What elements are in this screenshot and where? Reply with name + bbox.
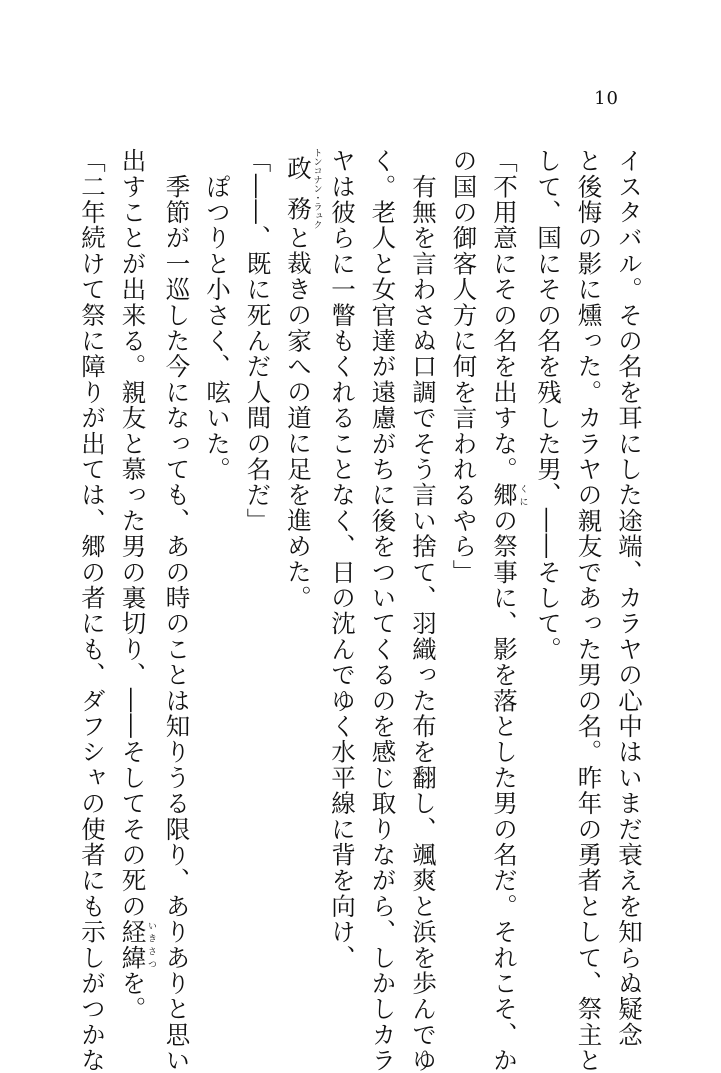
ruby-kuni [490, 482, 528, 508]
ruby-seimu [284, 148, 322, 229]
ruby-kuni-reading: くに [517, 482, 528, 508]
ruby-seimu-base: 政務 [284, 148, 313, 229]
text-line-4-after: の祭事に、影を落とした男の名だ。それこそ、か [490, 507, 519, 1073]
text-line-11: ぽつりと小さく、呟いた。 [203, 148, 232, 483]
text-line-7: く。老人と女官達が遠慮がちに後をついてくるのを感じ取りながら、しかしカラ [368, 148, 398, 1073]
text-line-9 [278, 148, 322, 938]
body-text [72, 148, 650, 1073]
ruby-kuni-base: 郷 [490, 482, 519, 508]
text-line-6: 有無を言わさぬ口調でそう言い捨て、羽織った布を翻し、颯爽と浜を歩んでゆ [409, 148, 438, 1073]
text-line-2: と後悔の影に燻った。カラヤの親友であった男の名。昨年の勇者として、祭主と [574, 148, 604, 1073]
text-line-3: して、国にその名を残した男、――そして。 [534, 148, 563, 662]
ruby-ikisatsu [118, 919, 156, 971]
ruby-ikisatsu-reading: いきさつ [146, 919, 156, 971]
ruby-seimu-reading: トンコナン・ラュク [311, 148, 322, 229]
text-line-14: 「二年続けて祭に障りが出ては、郷の者にも、ダフシャの使者にも示しがつかな [78, 148, 107, 1073]
text-line-9-after: と裁きの家への道に足を進めた。 [284, 224, 313, 611]
text-line-8: ヤは彼らに一瞥もくれることなく、日の沈んでゆく水平線に背を向け、 [328, 148, 357, 971]
text-line-4 [484, 148, 528, 1073]
text-line-1: イスタバル。その名を耳にした途端、カラヤの心中はいまだ衰えを知らぬ疑念 [615, 148, 644, 1048]
text-line-13-before: 出すことが出来る。親友と慕った男の裏切り、――そしてその死の [118, 148, 148, 919]
text-line-13 [112, 148, 156, 1022]
text-line-10: 「――、既に死んだ人間の名だ」 [243, 148, 273, 534]
page-number: 10 [594, 88, 619, 109]
text-line-5: の国の御客人方に何を言われるやら」 [449, 148, 479, 585]
ruby-ikisatsu-base: 経緯 [118, 919, 148, 971]
text-line-13-after: を。 [118, 970, 148, 1022]
text-line-12: 季節が一巡した今になっても、あの時のことは知りうる限り、ありありと思い [162, 148, 192, 1073]
text-line-4-before: 「不用意にその名を出すな。 [490, 148, 519, 483]
